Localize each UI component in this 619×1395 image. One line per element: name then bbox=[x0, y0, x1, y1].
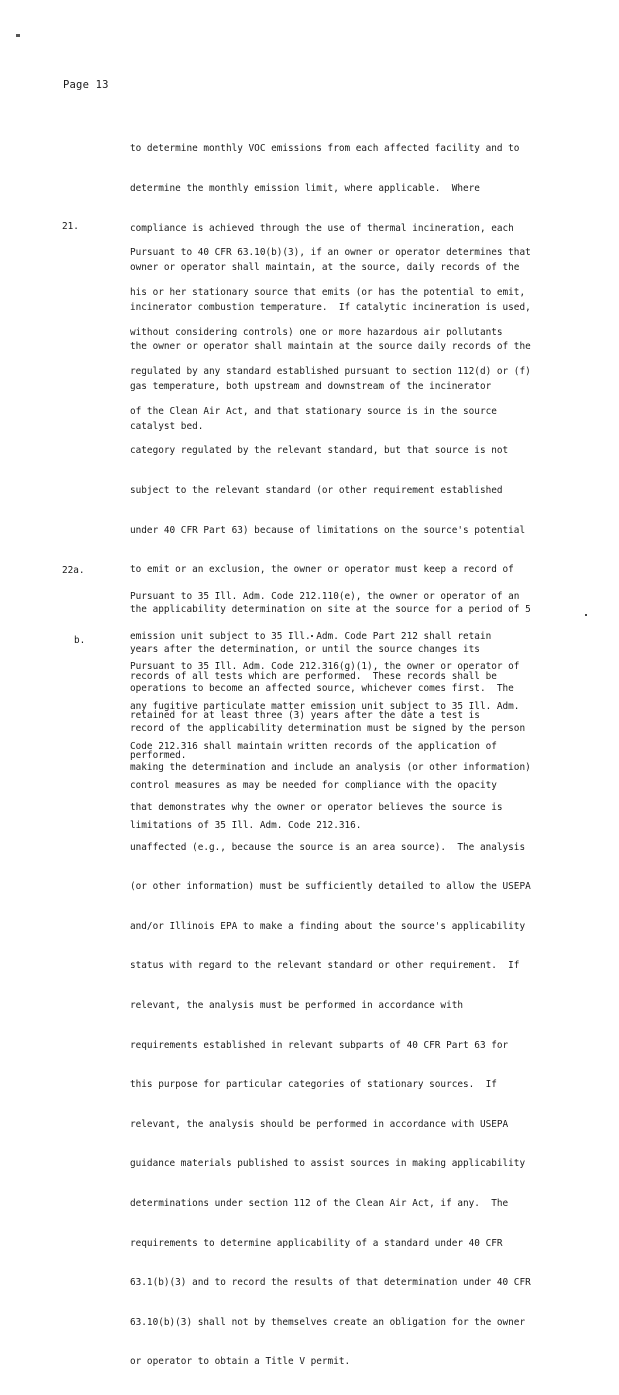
text-line: control measures as may be needed for compliance with the opacity bbox=[130, 780, 497, 792]
text-line: emission unit subject to 35 Ill. Adm. Code Part 212 shall retain bbox=[130, 631, 492, 643]
scan-speck bbox=[16, 34, 20, 37]
text-line: years after the determination, or until the source changes its bbox=[130, 643, 480, 655]
text-line: this purpose for particular categories of stationary sources. If bbox=[130, 1079, 497, 1091]
text-line: and/or Illinois EPA to make a finding about the source's applicability bbox=[130, 920, 526, 932]
text-line: requirements established in relevant subparts of 40 CFR Part 63 for bbox=[130, 1039, 509, 1051]
item-number: 21. bbox=[62, 221, 79, 232]
text-line: catalyst bed. bbox=[130, 420, 204, 432]
text-line: status with regard to the relevant standard or other requirement. If bbox=[130, 960, 520, 972]
text-line: owner or operator shall maintain, at the source, daily records of the bbox=[130, 262, 520, 274]
text-line: retained for at least three (3) years after the date a test is bbox=[130, 710, 480, 722]
text-line: (or other information) must be sufficiently detailed to allow the USEPA bbox=[130, 881, 531, 893]
text-line: 63.10(b)(3) shall not by themselves create an obligation for the owner bbox=[130, 1316, 526, 1328]
text-line: limitations of 35 Ill. Adm. Code 212.316. bbox=[130, 819, 362, 831]
page-number: Page 13 bbox=[63, 79, 109, 91]
item-number: b. bbox=[74, 635, 86, 646]
text-line: the applicability determination on site at the source for a period of 5 bbox=[130, 603, 531, 615]
scan-speck bbox=[585, 614, 587, 616]
text-line: category regulated by the relevant standard, but that source is not bbox=[130, 445, 509, 457]
text-line: subject to the relevant standard (or other requirement established bbox=[130, 485, 503, 497]
text-line: Pursuant to 40 CFR 63.10(b)(3), if an owner or operator determines that bbox=[130, 247, 531, 259]
text-line: 63.1(b)(3) and to record the results of that determination under 40 CFR bbox=[130, 1277, 531, 1289]
text-line: compliance is achieved through the use of thermal incineration, each bbox=[130, 222, 514, 234]
text-line: determinations under section 112 of the Clean Air Act, if any. The bbox=[130, 1198, 509, 1210]
text-line: that demonstrates why the owner or operator believes the source is bbox=[130, 801, 503, 813]
text-line: of the Clean Air Act, and that stationary source is in the source bbox=[130, 405, 497, 417]
text-line: regulated by any standard established pursuant to section 112(d) or (f) bbox=[130, 366, 531, 378]
text-line: to determine monthly VOC emissions from each affected facility and to bbox=[130, 143, 520, 155]
item-number: 22a. bbox=[62, 565, 85, 576]
text-line: under 40 CFR Part 63) because of limitations on the source's potential bbox=[130, 524, 526, 536]
text-line: his or her stationary source that emits (or has the potential to emit, bbox=[130, 287, 526, 299]
text-line: Code 212.316 shall maintain written records of the application of bbox=[130, 740, 497, 752]
text-line: Pursuant to 35 Ill. Adm. Code 212.110(e), the owner or operator of an bbox=[130, 591, 520, 603]
condition-paragraph bbox=[130, 634, 519, 858]
text-line: without considering controls) one or more hazardous air pollutants bbox=[130, 326, 503, 338]
text-line: or operator to obtain a Title V permit. bbox=[130, 1356, 351, 1368]
text-line: to emit or an exclusion, the owner or operator must keep a record of bbox=[130, 564, 514, 576]
text-line: determine the monthly emission limit, where applicable. Where bbox=[130, 183, 480, 195]
text-line: performed. bbox=[130, 749, 187, 761]
text-line: records of all tests which are performed. These records shall be bbox=[130, 670, 497, 682]
text-line: making the determination and include an analysis (or other information) bbox=[130, 762, 531, 774]
text-line: relevant, the analysis should be performed in accordance with USEPA bbox=[130, 1118, 509, 1130]
text-line: gas temperature, both upstream and downstream of the incinerator bbox=[130, 381, 492, 393]
text-line: relevant, the analysis must be performed in accordance with bbox=[130, 999, 464, 1011]
text-line: record of the applicability determination must be signed by the person bbox=[130, 722, 526, 734]
text-line: Pursuant to 35 Ill. Adm. Code 212.316(g)(1), the owner or operator of bbox=[130, 661, 520, 673]
text-line: unaffected (e.g., because the source is an area source). The analysis bbox=[130, 841, 526, 853]
text-line: requirements to determine applicability of a standard under 40 CFR bbox=[130, 1237, 503, 1249]
text-line: incinerator combustion temperature. If catalytic incineration is used, bbox=[130, 301, 531, 313]
text-line: any fugitive particulate matter emission unit subject to 35 Ill. Adm. bbox=[130, 701, 520, 713]
text-line: guidance materials published to assist sources in making applicability bbox=[130, 1158, 526, 1170]
text-line: operations to become an affected source, whichever comes first. The bbox=[130, 683, 514, 695]
text-line: the owner or operator shall maintain at the source daily records of the bbox=[130, 341, 531, 353]
